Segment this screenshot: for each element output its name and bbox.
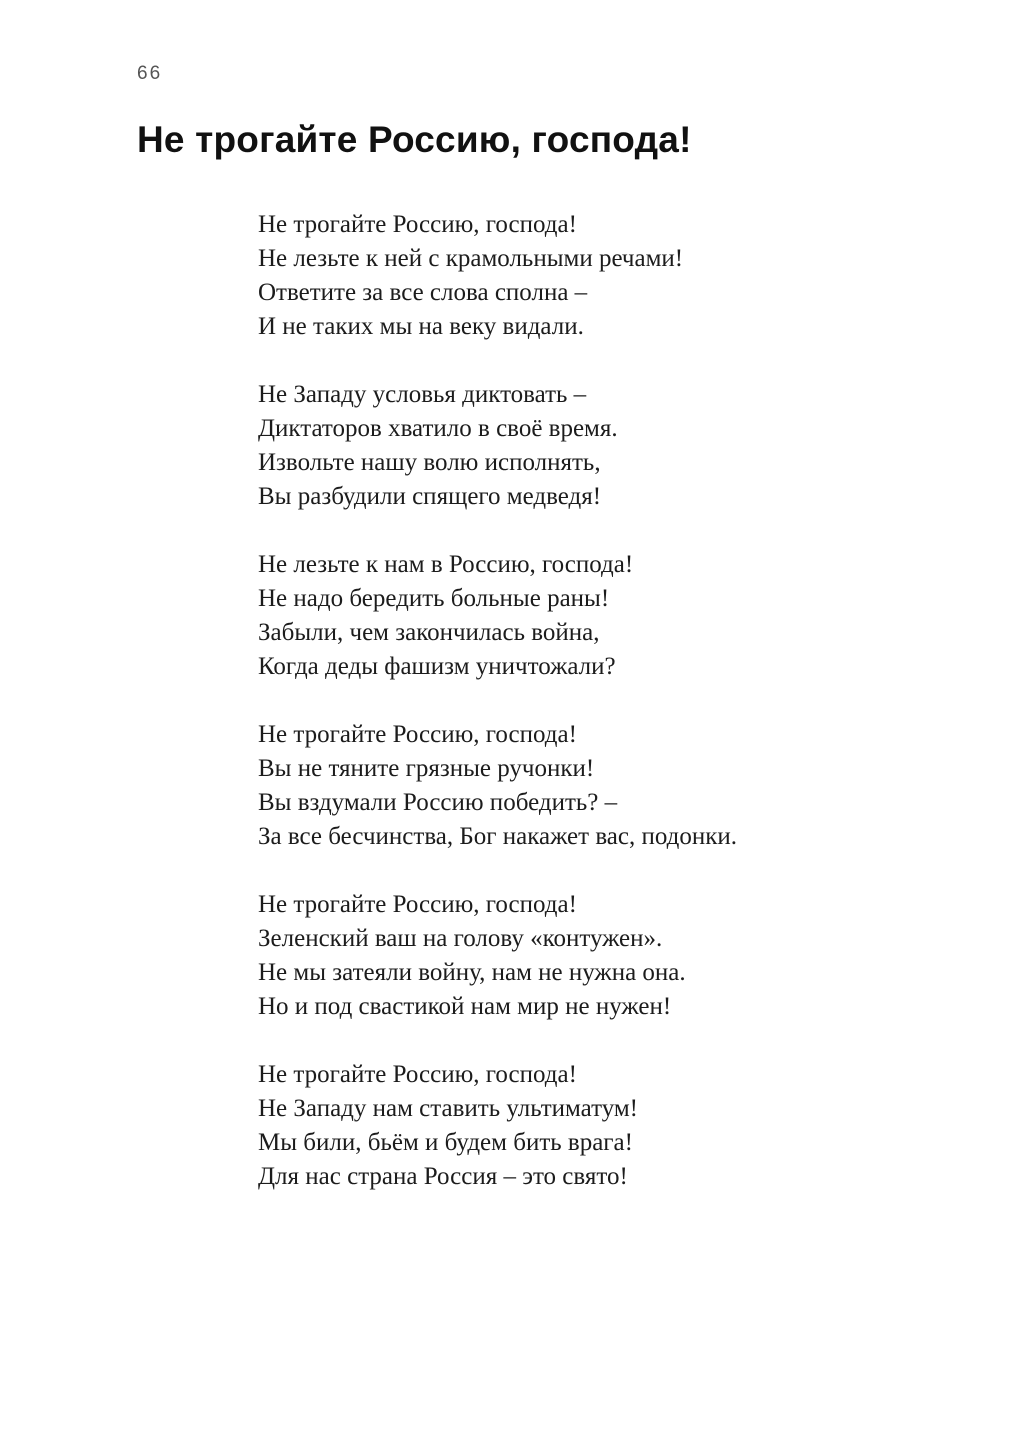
page-title: Не трогайте Россию, господа!	[137, 119, 692, 160]
poem-line: Зеленский ваш на голову «контужен».	[258, 925, 663, 952]
poem-line: За все бесчинства, Бог накажет вас, подонки.	[258, 823, 738, 850]
poem-line: Вы не тяните грязные ручонки!	[258, 755, 595, 782]
poem-line: Для нас страна Россия – это свято!	[258, 1163, 628, 1190]
stanza	[258, 208, 737, 344]
poem-line: Диктаторов хватило в своё время.	[258, 415, 618, 442]
poem-line: Мы били, бьём и будем бить врага!	[258, 1129, 633, 1156]
stanza	[258, 1058, 737, 1194]
poem-line: Извольте нашу волю исполнять,	[258, 449, 601, 476]
poem-line: Не надо бередить больные раны!	[258, 585, 610, 612]
page-number: 66	[137, 63, 163, 84]
poem-line: Забыли, чем закончилась война,	[258, 619, 600, 646]
poem-line: Не трогайте Россию, господа!	[258, 721, 577, 748]
poem-line: Когда деды фашизм уничтожали?	[258, 653, 616, 680]
stanza	[258, 548, 737, 684]
poem-line: Не трогайте Россию, господа!	[258, 1061, 577, 1088]
poem-line: Вы вздумали Россию победить? –	[258, 789, 618, 816]
stanza	[258, 378, 737, 514]
poem-line: Не трогайте Россию, господа!	[258, 211, 577, 238]
poem-line: Не мы затеяли войну, нам не нужна она.	[258, 959, 686, 986]
poem-line: Не лезьте к нам в Россию, господа!	[258, 551, 634, 578]
poem-line: Вы разбудили спящего медведя!	[258, 483, 602, 510]
poem-line: Но и под свастикой нам мир не нужен!	[258, 993, 672, 1020]
poem-line: Не Западу условья диктовать –	[258, 381, 587, 408]
poem-line: Ответите за все слова сполна –	[258, 279, 588, 306]
poem-line: Не Западу нам ставить ультиматум!	[258, 1095, 639, 1122]
poem	[258, 208, 737, 1228]
poem-line: И не таких мы на веку видали.	[258, 313, 584, 340]
stanza	[258, 718, 737, 854]
stanza	[258, 888, 737, 1024]
poem-line: Не лезьте к ней с крамольными речами!	[258, 245, 684, 272]
poem-line: Не трогайте Россию, господа!	[258, 891, 577, 918]
